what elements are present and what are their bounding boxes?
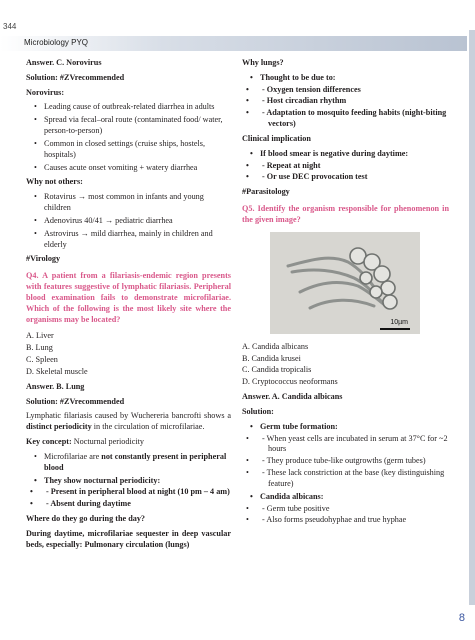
list-item [260, 492, 449, 526]
corner-number: 8 [458, 612, 465, 625]
norovirus-list [26, 102, 231, 173]
list-item: • Astrovirus → mild diarrhea, mainly in children and elderly [44, 229, 231, 251]
text-run: They show nocturnal periodicity: [44, 475, 161, 485]
thought-list [242, 73, 449, 130]
option: D. Skeletal muscle [26, 366, 88, 376]
q4-options [26, 331, 231, 377]
list-item: • Leading cause of outbreak-related diarrhea in adults [44, 102, 231, 113]
nocturnal-sublist [44, 487, 231, 510]
list-item: • Adenovirus 40/41 → pediatric diarrhea [44, 216, 231, 227]
norovirus-heading: Norovirus: [26, 87, 65, 97]
text-run: Candida albicans: [260, 491, 324, 501]
text-run: Lymphatic filariasis caused by Wuchereria bancrofti shows a [26, 411, 231, 421]
solution-label: Solution: #ZVrecommended [26, 72, 125, 82]
right-column [242, 58, 449, 530]
edge-strip [469, 30, 475, 605]
during-day: During daytime, microfilariae sequester in deep vascular beds, especially: Pulmonary circulation (lungs) [26, 528, 231, 549]
list-item [260, 149, 449, 183]
text-run-bold: distinct periodicity [26, 422, 92, 432]
reasons-sublist [260, 85, 449, 130]
answer-a: Answer. A. Candida albicans [242, 392, 343, 402]
list-item: • Spread via fecal–oral route (contaminated food/ water, person-to-person) [44, 115, 231, 137]
list-item: • Common in closed settings (cruise ships, hostels, hospitals) [44, 139, 231, 161]
key-text: Nocturnal periodicity [71, 437, 145, 447]
sub-item: • - Germ tube positive [262, 504, 449, 515]
text-run: Thought to be due to: [260, 72, 336, 82]
sub-item: • - These lack constriction at the base (key distinguishing feature) [262, 468, 449, 490]
smear-list [242, 149, 449, 183]
text-run: If blood smear is negative during daytime: [260, 148, 409, 158]
actions-sublist [260, 161, 449, 184]
micrograph-image [270, 232, 420, 334]
left-column [26, 58, 231, 554]
sub-item: • - When yeast cells are incubated in serum at 37°C for ~2 hours [262, 434, 449, 456]
solution-label: Solution: #ZVrecommended [26, 396, 125, 406]
option: B. Candida krusei [242, 353, 301, 363]
running-header [0, 36, 467, 51]
germ-tube-list [242, 422, 449, 526]
option: C. Spleen [26, 355, 58, 365]
answer-b: Answer. B. Lung [26, 381, 85, 391]
sub-item: • - Oxygen tension differences [262, 85, 449, 96]
question-q5: Q5. Identify the organism responsible for phenomenon in the given image? [242, 204, 449, 224]
list-item: • Causes acute onset vomiting + watery diarrhea [44, 163, 231, 174]
topic-tag: #Virology [26, 254, 61, 264]
list-item [44, 476, 231, 510]
sub-item: • - Host circadian rhythm [262, 96, 449, 107]
text-run-bold: not constantly present in peripheral blood [44, 451, 227, 472]
sub-item: • - Adaptation to mosquito feeding habits (night-biting vectors) [262, 108, 449, 130]
list-item [260, 73, 449, 130]
topic-tag: #Parasitology [242, 187, 290, 197]
book-title: Microbiology PYQ [24, 38, 89, 47]
solution-label: Solution: [242, 406, 274, 416]
sub-item: • - They produce tube-like outgrowths (germ tubes) [262, 456, 449, 467]
sub-item: • - Repeat at night [262, 161, 449, 172]
clinical-heading: Clinical implication [242, 133, 311, 143]
list-item [260, 422, 449, 490]
option: D. Cryptococcus neoformans [242, 377, 338, 387]
why-lungs-heading: Why lungs? [242, 58, 284, 67]
page-number: 344 [3, 22, 17, 31]
why-not-heading: Why not others: [26, 177, 83, 187]
text-run: in the circulation of microfilariae. [91, 422, 205, 432]
text-run: Microfilariae are [44, 451, 102, 461]
option: A. Candida albicans [242, 341, 309, 351]
option: B. Lung [26, 343, 53, 353]
option: C. Candida tropicalis [242, 365, 312, 375]
scale-bar-label: 10µm [390, 318, 408, 326]
answer-c: Answer. C. Norovirus [26, 58, 102, 67]
key-label: Key concept: [26, 437, 72, 447]
question-q4: Q4. A patient from a filariasis-endemic region presents with features suggestive of lymphatic filariasis. Peripheral blood examination fails to demonstrate microfilariae. Which of the following is the most likely site where the organisms may be located? [26, 271, 231, 324]
candida-sublist [260, 504, 449, 527]
germ-sublist [260, 434, 449, 490]
key-concept [26, 437, 231, 448]
text-run: Germ tube formation: [260, 421, 338, 431]
list-item: • Rotavirus → most common in infants and young children [44, 192, 231, 214]
sub-item: • - Or use DEC provocation test [262, 172, 449, 183]
others-list [26, 192, 231, 250]
scale-bar [380, 328, 410, 330]
microfilariae-list [26, 452, 231, 510]
sub-item: • - Present in peripheral blood at night (10 pm – 4 am) [46, 487, 231, 498]
q5-options [242, 342, 449, 388]
sub-item: • - Absent during daytime [46, 499, 231, 510]
list-item [44, 452, 231, 474]
filariasis-paragraph [26, 411, 231, 433]
sub-item: • - Also forms pseudohyphae and true hyphae [262, 515, 449, 526]
where-heading: Where do they go during the day? [26, 513, 146, 523]
option: A. Liver [26, 331, 54, 341]
